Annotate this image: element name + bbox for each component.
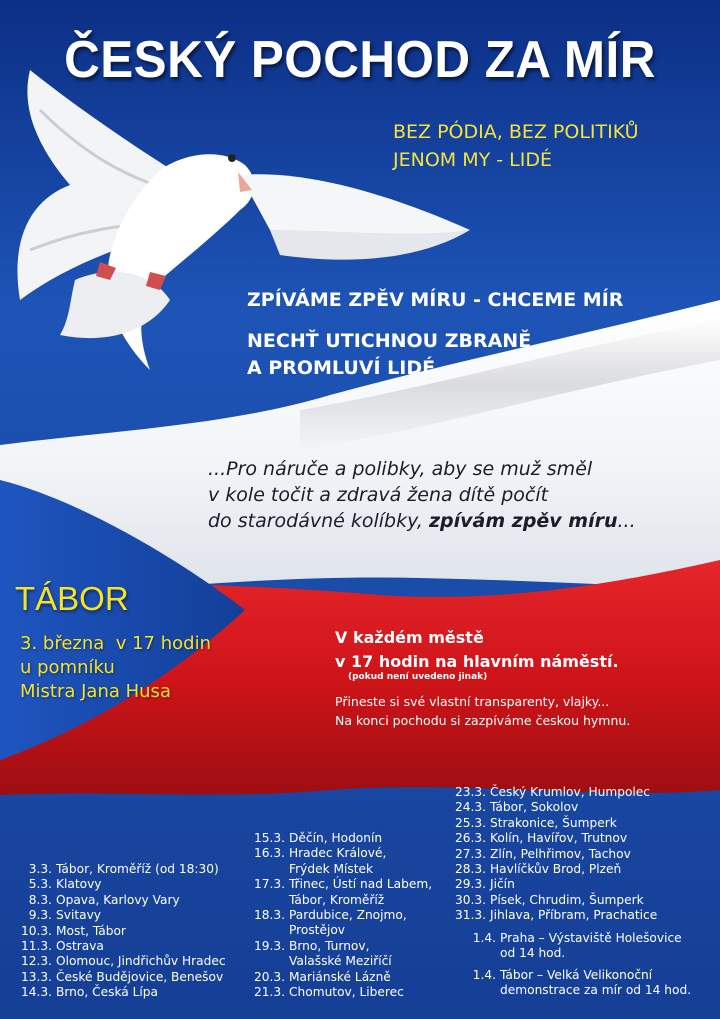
schedule-places: Ostrava	[56, 938, 104, 953]
schedule-places: Děčín, Hodonín	[289, 831, 383, 845]
schedule-row	[245, 846, 432, 861]
schedule-row	[18, 924, 226, 939]
info-line-2: v 17 hodin na hlavním náměstí.	[335, 652, 619, 671]
schedule-row	[464, 968, 691, 983]
schedule-date: 30.3.	[454, 892, 486, 907]
schedule-column-2	[245, 831, 432, 1000]
schedule-row	[450, 877, 657, 892]
schedule-places-cont: Valašské Meziříčí	[289, 954, 392, 969]
schedule-row	[450, 816, 657, 831]
schedule-row	[245, 831, 432, 846]
schedule-places: Pardubice, Znojmo,	[289, 907, 407, 922]
schedule-places-cont: Frýdek Místek	[289, 861, 374, 876]
schedule-places: Svitavy	[56, 908, 102, 923]
schedule-places: Třinec, Ústí nad Labem,	[289, 877, 433, 892]
schedule-date: 11.3.	[20, 938, 52, 953]
schedule-row	[450, 908, 657, 923]
schedule-row	[464, 931, 691, 946]
schedule-date: 25.3.	[454, 815, 486, 830]
schedule-date: 3.3.	[28, 862, 52, 876]
schedule-places-cont: Prostějov	[289, 923, 346, 938]
info-note: (pokud není uvedeno jinak)	[348, 672, 488, 682]
schedule-row	[450, 785, 657, 800]
schedule-date: 20.3.	[253, 969, 285, 984]
schedule-date: 31.3.	[454, 908, 486, 923]
schedule-row	[450, 862, 657, 877]
schedule-row-cont	[245, 923, 432, 938]
schedule-date: 1.4.	[472, 967, 496, 982]
schedule-date: 24.3.	[454, 800, 486, 815]
schedule-date: 28.3.	[454, 861, 486, 876]
schedule-places: Tábor – Velká Velikonoční	[500, 967, 653, 982]
schedule-date: 9.3.	[28, 908, 52, 923]
schedule-row	[18, 908, 226, 923]
chant-line: ZPÍVÁME ZPĚV MÍRU - CHCEME MÍR	[247, 289, 624, 311]
schedule-row-cont	[245, 954, 432, 969]
tabor-line-3: Mistra Jana Husa	[20, 681, 171, 702]
schedule-row	[245, 908, 432, 923]
schedule-date: 21.3.	[253, 984, 285, 999]
schedule-row	[18, 862, 226, 877]
schedule-row	[18, 939, 226, 954]
schedule-row	[18, 893, 226, 908]
schedule-row-cont	[245, 862, 432, 877]
schedule-places: Písek, Chrudim, Šumperk	[490, 892, 644, 907]
schedule-places: Opava, Karlovy Vary	[56, 892, 180, 907]
dove-icon	[17, 70, 470, 370]
schedule-places: Brno, Česká Lípa	[56, 985, 159, 1000]
schedule-row-cont	[464, 946, 691, 961]
tabor-line-1: 3. března v 17 hodin	[20, 633, 211, 654]
schedule-row	[245, 985, 432, 1000]
schedule-date: 29.3.	[454, 877, 486, 892]
schedule-date: 18.3.	[253, 907, 285, 922]
quote-line-1: ...Pro náruče a polibky, aby se muž směl	[208, 458, 593, 480]
schedule-places: Olomouc, Jindřichův Hradec	[56, 954, 226, 969]
schedule-places: Jičín	[490, 877, 515, 892]
schedule-places: Kolín, Havířov, Trutnov	[490, 831, 628, 846]
quote-emphasis: zpívám zpěv míru	[428, 510, 618, 532]
quote-line-2: v kole točit a zdravá žena dítě počít	[208, 484, 549, 506]
slogan-line-1: BEZ PÓDIA, BEZ POLITIKŮ	[393, 121, 639, 143]
quote-line-3-text: do starodávné kolíbky,	[208, 510, 429, 532]
schedule-places: Klatovy	[56, 877, 102, 892]
schedule-date: 16.3.	[253, 846, 285, 861]
poster-title: ČESKÝ POCHOD ZA MÍR	[64, 31, 656, 89]
schedule-places: Praha – Výstaviště Holešovice	[500, 931, 682, 945]
schedule-places: Most, Tábor	[56, 923, 126, 938]
chant2-line-1: NECHŤ UTICHNOU ZBRANĚ	[247, 330, 532, 352]
schedule-places: Havlíčkův Brod, Plzeň	[490, 861, 622, 876]
info-line-1: V každém městě	[335, 628, 484, 647]
schedule-date: 19.3.	[253, 938, 285, 953]
tabor-title: TÁBOR	[15, 580, 129, 617]
schedule-places: Jihlava, Příbram, Prachatice	[490, 908, 658, 923]
schedule-places: Tábor, Kroměříž (od 18:30)	[56, 862, 219, 876]
schedule-date: 13.3.	[20, 969, 52, 984]
schedule-date: 10.3.	[20, 923, 52, 938]
schedule-date: 8.3.	[28, 892, 52, 907]
schedule-places: Strakonice, Šumperk	[490, 815, 617, 830]
tabor-line-2: u pomníku	[20, 657, 115, 678]
schedule-date: 1.4.	[472, 931, 496, 945]
schedule-date: 15.3.	[253, 831, 285, 845]
schedule-places: České Budějovice, Benešov	[56, 969, 224, 984]
chant2-line-2: A PROMLUVÍ LIDÉ	[247, 357, 436, 379]
schedule-row	[245, 939, 432, 954]
schedule-places: Český Krumlov, Humpolec	[490, 785, 651, 799]
schedule-row	[245, 877, 432, 892]
schedule-date: 17.3.	[253, 877, 285, 892]
schedule-date: 12.3.	[20, 954, 52, 969]
schedule-places: Chomutov, Liberec	[289, 984, 404, 999]
schedule-places-cont: od 14 hod.	[500, 946, 566, 961]
schedule-column-3	[450, 785, 657, 924]
schedule-places-cont: Tábor, Kroměříž	[289, 892, 385, 907]
schedule-places: Zlín, Pelhřimov, Tachov	[490, 846, 631, 861]
schedule-date: 26.3.	[454, 831, 486, 846]
schedule-row	[245, 970, 432, 985]
schedule-places: Hradec Králové,	[289, 846, 387, 861]
schedule-row	[450, 831, 657, 846]
schedule-date: 14.3.	[20, 985, 52, 1000]
quote-line-3	[208, 508, 636, 534]
schedule-places: Mariánské Lázně	[289, 969, 391, 984]
schedule-row	[450, 893, 657, 908]
schedule-row	[18, 970, 226, 985]
slogan-line-2: JENOM MY - LIDÉ	[393, 149, 552, 171]
schedule-places: Brno, Turnov,	[289, 938, 370, 953]
schedule-row-cont	[464, 983, 691, 998]
schedule-row	[18, 985, 226, 1000]
schedule-row	[18, 954, 226, 969]
info-small-line-2: Na konci pochodu si zazpíváme českou hymnu.	[335, 713, 631, 728]
schedule-places: Tábor, Sokolov	[490, 800, 579, 815]
schedule-date: 5.3.	[28, 877, 52, 892]
schedule-date: 27.3.	[454, 846, 486, 861]
info-small-line-1: Přineste si své vlastní transparenty, vlajky...	[335, 694, 610, 709]
schedule-places-cont: demonstrace za mír od 14 hod.	[500, 983, 692, 998]
schedule-row	[450, 847, 657, 862]
schedule-column-4	[464, 931, 691, 999]
quote-end: ...	[617, 510, 636, 532]
schedule-row-cont	[245, 893, 432, 908]
schedule-column-1	[18, 862, 226, 1001]
schedule-row	[18, 877, 226, 892]
schedule-date: 23.3.	[454, 785, 486, 799]
schedule-row	[450, 800, 657, 815]
